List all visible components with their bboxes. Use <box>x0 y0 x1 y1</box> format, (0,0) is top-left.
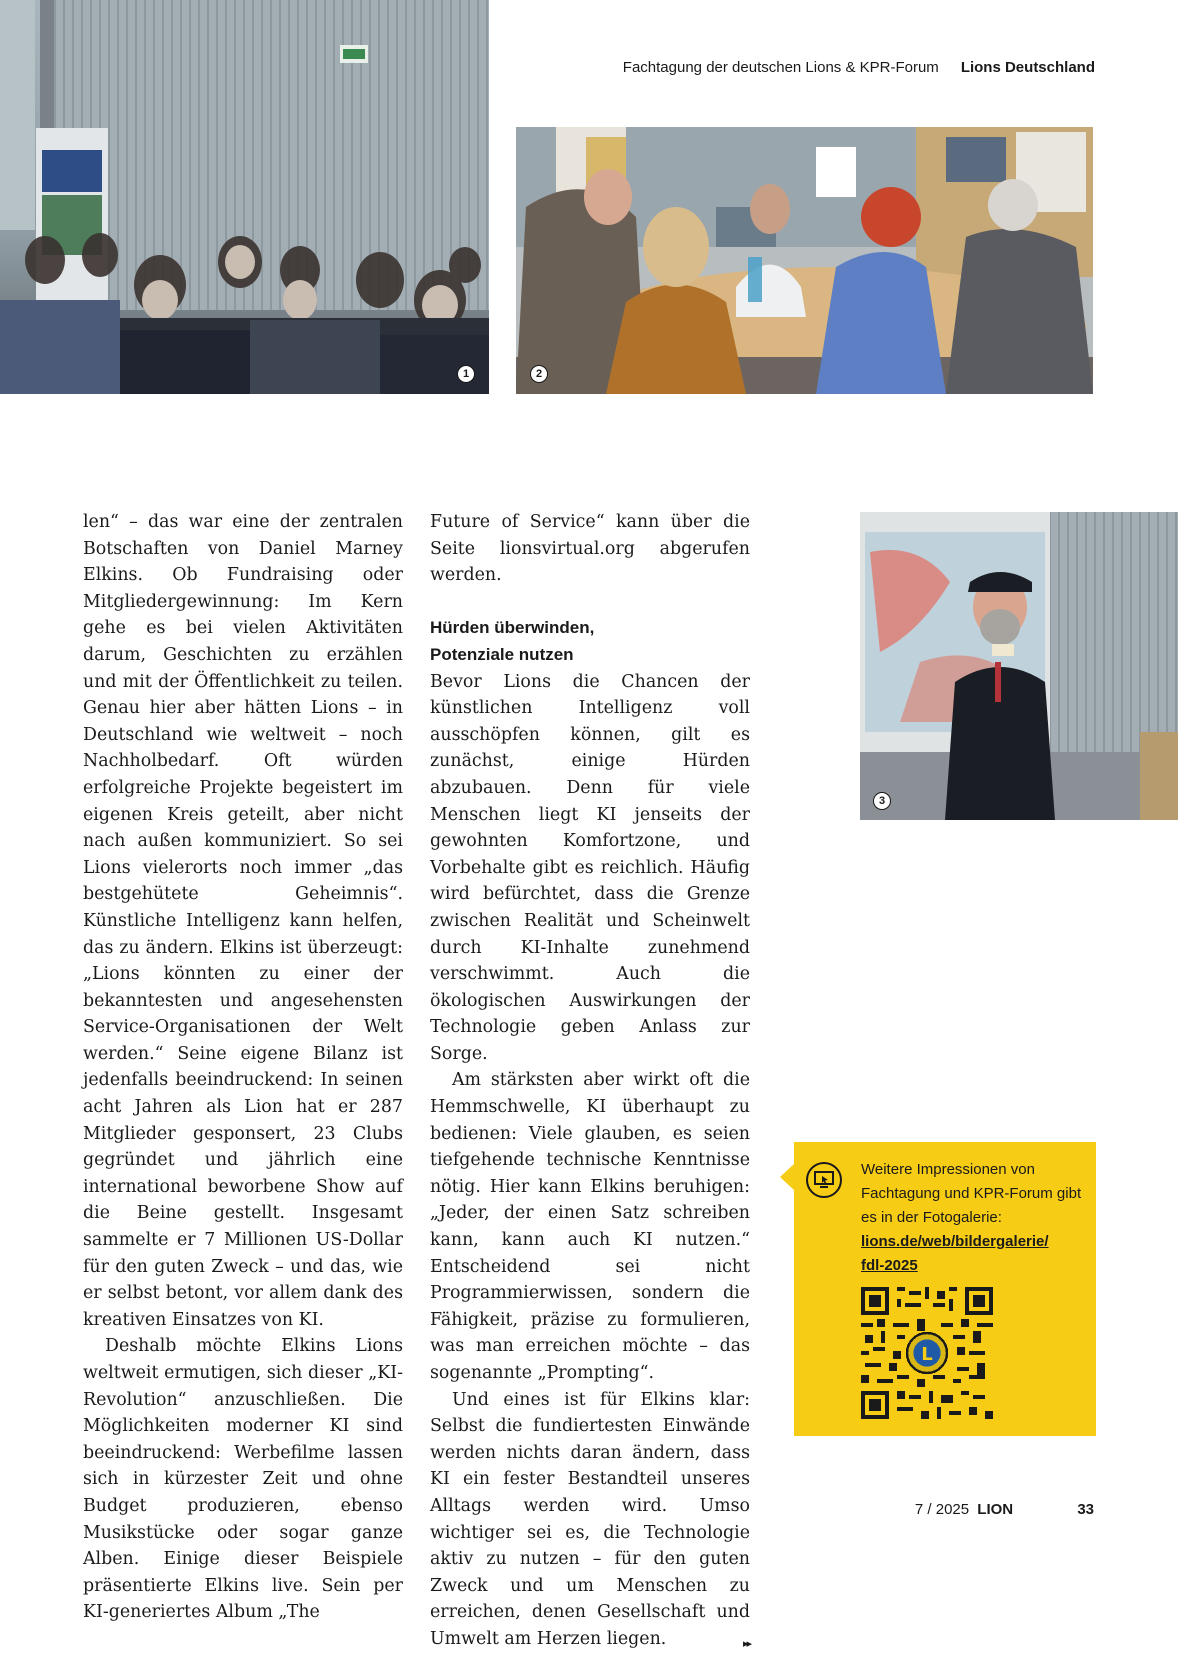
article-paragraph: Am stärksten aber wirkt oft die Hemmschwelle, KI überhaupt zu bedienen: Viele glauben, es seien tiefgehende technische Kenntnisse nötig. Hier kann Elkins beruhigen: „Jeder, der einen Satz schreiben kann, kann auch KI nutzen.“ Entscheidend sei nicht Programmierwissen, sondern die Fähigkeit, präzise zu formulieren, was man erreichen möchte – das sogenannte „Prompting“. <box>430 1070 750 1383</box>
running-header <box>623 59 1095 76</box>
article-paragraph: Future of Service“ kann über die Seite lionsvirtual.org abgerufen werden. <box>430 512 750 586</box>
header-section-title: Fachtagung der deutschen Lions & KPR-Forum <box>622 59 939 76</box>
article-column-2 <box>430 509 750 1657</box>
gallery-screen-icon <box>806 1162 842 1198</box>
section-heading <box>430 615 750 668</box>
page-number: 33 <box>1077 1501 1094 1518</box>
issue-number: 7 / 2025 <box>914 1501 970 1518</box>
info-box-pointer <box>780 1164 794 1190</box>
gallery-qr-code[interactable] <box>861 1287 993 1419</box>
info-box-description: Weitere Impressionen von Fachtagung und KPR-Forum gibt es in der Fotogalerie: <box>861 1161 1082 1226</box>
header-brand: Lions Deutschland <box>960 59 1095 76</box>
photo-speaker <box>860 512 1178 820</box>
photo-number-badge: 1 <box>457 365 475 383</box>
article-paragraph: Und eines ist für Elkins klar: Selbst die fundiertesten Einwände werden nichts daran ändern, dass KI ein fester Bestandteil unseres Alltags werden wird. Umso wichtiger sei es, die Technologie aktiv zu nutzen – für den guten Zweck und um Menschen zu erreichen, denen Gesellschaft und Umwelt am Herzen liegen. <box>430 1389 750 1649</box>
photo-audience <box>0 0 489 394</box>
article-column-1 <box>83 509 403 1626</box>
photo-number-badge: 3 <box>873 792 891 810</box>
continue-arrow-icon: ▸▸ <box>742 1636 750 1650</box>
info-box-text <box>861 1158 1086 1278</box>
article-paragraph: len“ – das war eine der zentralen Botschaften von Daniel Marney Elkins. Ob Fundraising oder Mitgliedergewinnung: Im Kern gehe es bei vielen Aktivitäten darum, Geschichten zu erzählen und mit der Öffentlichkeit zu teilen. Genau hier aber hätten Lions – in Deutschland wie weltweit – noch Nachholbedarf. Oft würden erfolgreiche Projekte begeistert im eigenen Kreis geteilt, aber nicht nach außen kommuniziert. So sei Lions vielerorts noch immer „das bestgehütete Geheimnis“. Künstliche Intelligenz kann helfen, das zu ändern. Elkins ist überzeugt: „Lions könnten zu einer der bekanntesten und angesehensten Service-Organisationen der Welt werden.“ Seine eigene Bilanz ist jedenfalls beeindruckend: In seinen acht Jahren als Lion hat er 287 Mitglieder gesponsert, 23 Clubs gegründet und jährlich eine international beworbene Show auf die Beine gestellt. Insgesamt sammelte er 7 Millionen US-Dollar für den guten Zweck – und das, wie er selbst betont, vor allem dank des kreativen Einsatzes von KI. <box>83 512 403 1330</box>
photo-number-badge: 2 <box>530 365 548 383</box>
photo-table-discussion <box>516 127 1093 394</box>
magazine-name: LION <box>977 1501 1014 1518</box>
section-heading-line-2: Potenziale nutzen <box>430 644 574 664</box>
gallery-link[interactable]: lions.de/web/bildergalerie/ <box>861 1233 1049 1250</box>
svg-text:L: L <box>921 1343 933 1365</box>
gallery-info-box <box>794 1142 1096 1436</box>
article-paragraph: Deshalb möchte Elkins Lions weltweit ermutigen, sich dieser „KI-Revolution“ anzuschließen. Die Möglichkeiten moderner KI sind beeindruckend: Werbefilme lassen sich in kürzester Zeit und ohne Budget produzieren, ebenso Musikstücke oder sogar ganze Alben. Einige dieser Beispiele präsentierte Elkins live. Sein per KI-generiertes Album „The <box>83 1336 403 1623</box>
page-footer <box>915 1501 1094 1518</box>
gallery-link-continued[interactable]: fdl-2025 <box>861 1257 918 1274</box>
article-paragraph: Bevor Lions die Chancen der künstlichen Intelligenz voll ausschöpfen können, gilt es zunächst, einige Hürden abzubauen. Denn für viele Menschen liegt KI jenseits der gewohnten Komfortzone, und Vorbehalte gibt es reichlich. Häufig wird befürchtet, dass die Grenze zwischen Realität und Scheinwelt durch KI-Inhalte zunehmend verschwimmt. Auch die ökologischen Auswirkungen der Technologie geben Anlass zur Sorge. <box>430 671 750 1064</box>
section-heading-line-1: Hürden überwinden, <box>430 618 595 638</box>
